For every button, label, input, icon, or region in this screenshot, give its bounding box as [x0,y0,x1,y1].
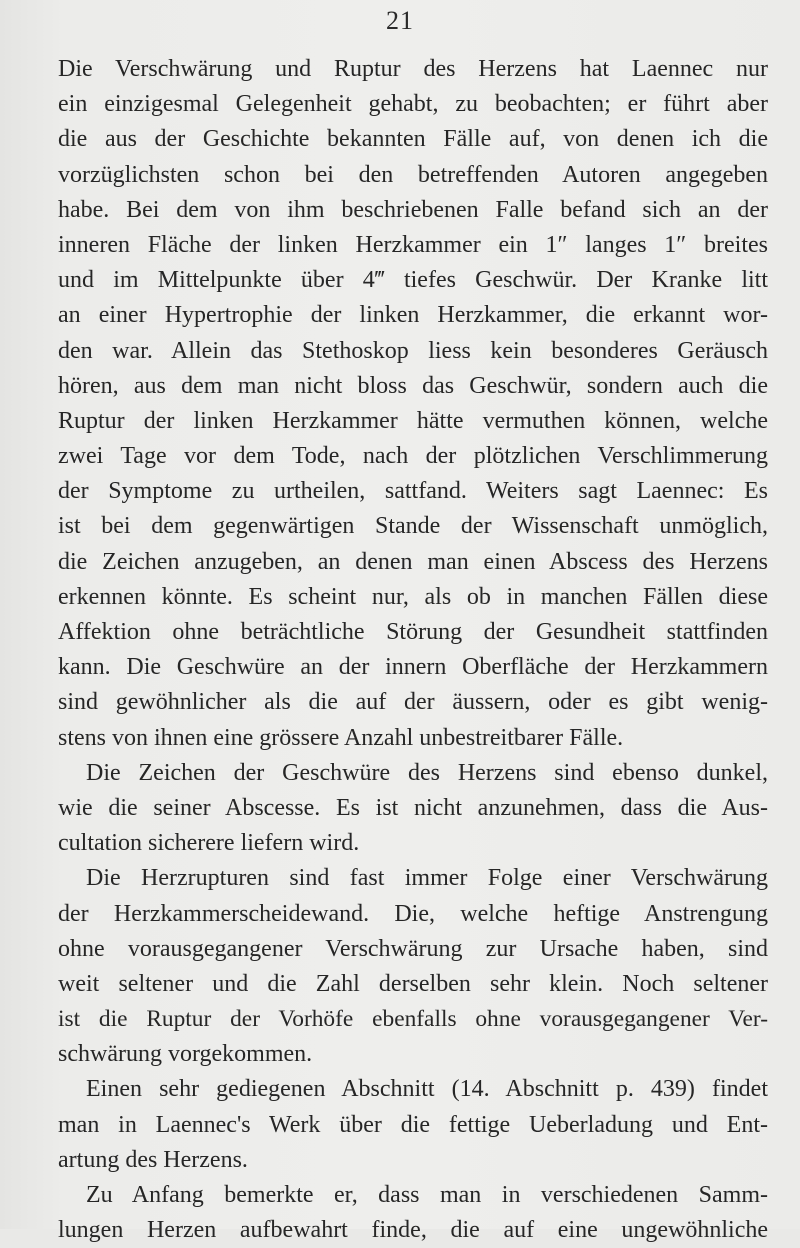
text-line: Einen sehr gediegenen Abschnitt (14. Abschnitt p. 439) findet [86,1076,768,1103]
body-text [58,52,768,1248]
text-line: inneren Fläche der linken Herzkammer ein 1″ langes 1″ breites [58,231,768,258]
text-line: ist die Ruptur der Vorhöfe ebenfalls ohne vorausgegangener Ver- [58,1006,768,1033]
text-line: vorzüglichsten schon bei den betreffenden Autoren angegeben [58,161,768,188]
text-line: die aus der Geschichte bekannten Fälle auf, von denen ich die [58,126,768,153]
text-line: sind gewöhnlicher als die auf der äussern, oder es gibt wenig- [58,689,768,716]
text-line: der Herzkammerscheidewand. Die, welche heftige Anstrengung [58,900,768,927]
text-line: und im Mittelpunkte über 4‴ tiefes Geschwür. Der Kranke litt [58,267,768,294]
text-line: schwärung vorgekommen. [58,1041,313,1068]
text-line: Affektion ohne beträchtliche Störung der Gesundheit stattfinden [58,619,768,645]
text-line: Die Verschwärung und Ruptur des Herzens hat Laennec nur [58,56,768,82]
text-line: wie die seiner Abscesse. Es ist nicht anzunehmen, dass die Aus- [58,794,768,821]
text-line: stens von ihnen eine grössere Anzahl unbestreitbarer Fälle. [58,724,624,751]
text-line: lungen Herzen aufbewahrt finde, die auf eine ungewöhnliche [58,1217,768,1244]
text-line: kann. Die Geschwüre an der innern Oberfläche der Herzkammern [58,654,768,681]
page-number: 21 [386,6,414,35]
text-line: ein einzigesmal Gelegenheit gehabt, zu beobachten; er führt aber [58,91,768,118]
text-line: Die Zeichen der Geschwüre des Herzens sind ebenso dunkel, [86,759,768,786]
text-line: der Symptome zu urtheilen, sattfand. Weiters sagt Laennec: Es [58,478,768,505]
text-line: die Zeichen anzugeben, an denen man einen Abscess des Herzens [58,548,768,575]
text-line: weit seltener und die Zahl derselben sehr klein. Noch seltener [58,970,768,997]
text-line: den war. Allein das Stethoskop liess kein besonderes Geräusch [58,337,768,364]
text-line: hören, aus dem man nicht bloss das Geschwür, sondern auch die [58,372,768,399]
text-line: cultation sicherere liefern wird. [58,830,360,857]
text-line: Ruptur der linken Herzkammer hätte vermuthen können, welche [58,407,768,434]
text-line: ist bei dem gegenwärtigen Stande der Wissenschaft unmöglich, [58,513,768,540]
text-line: ohne vorausgegangener Verschwärung zur Ursache haben, sind [58,935,768,962]
text-line: zwei Tage vor dem Tode, nach der plötzlichen Verschlimmerung [58,443,768,470]
text-line: habe. Bei dem von ihm beschriebenen Falle befand sich an der [58,196,768,223]
text-line: Die Herzrupturen sind fast immer Folge einer Verschwärung [86,865,768,892]
text-line: Zu Anfang bemerkte er, dass man in verschiedenen Samm- [86,1182,768,1208]
text-line: artung des Herzens. [58,1146,248,1173]
text-line: an einer Hypertrophie der linken Herzkammer, die erkannt wor- [58,302,768,329]
text-line: man in Laennec's Werk über die fettige Ueberladung und Ent- [58,1111,768,1138]
text-line: erkennen könnte. Es scheint nur, als ob in manchen Fällen diese [58,583,768,610]
